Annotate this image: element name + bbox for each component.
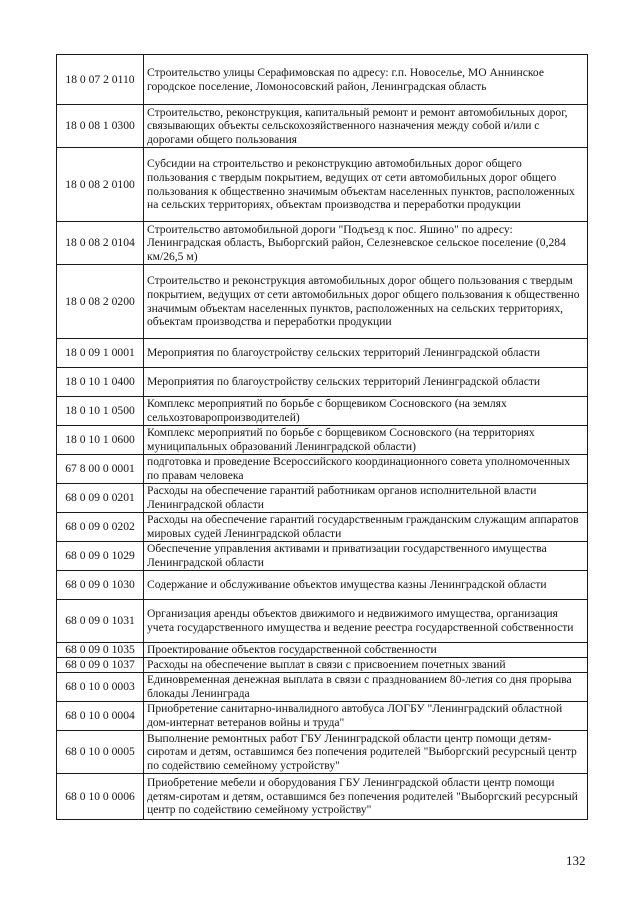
table-row xyxy=(57,643,588,658)
description-cell: Обеспечение управления активами и приватизации государственного имущества Ленинградской области xyxy=(144,542,588,571)
description-cell: Содержание и обслуживание объектов имущества казны Ленинградской области xyxy=(144,571,588,600)
code-cell: 68 0 10 0 0005 xyxy=(57,731,144,774)
description-cell: Строительство автомобильной дороги "Подъезд к пос. Яшино" по адресу: Ленинградская область, Выборгский район, Селезневское сельское поселение (0,284 км/26,5 м) xyxy=(144,222,588,265)
table-row xyxy=(57,571,588,600)
code-cell: 68 0 09 0 1035 xyxy=(57,643,144,658)
code-cell: 18 0 07 2 0110 xyxy=(57,55,144,105)
description-cell: Мероприятия по благоустройству сельских территорий Ленинградской области xyxy=(144,339,588,368)
description-cell: Мероприятия по благоустройству сельских территорий Ленинградской области xyxy=(144,368,588,397)
description-cell: Единовременная денежная выплата в связи с празднованием 80-летия со дня прорыва блокады Ленинграда xyxy=(144,673,588,702)
code-cell: 18 0 08 2 0104 xyxy=(57,222,144,265)
code-cell: 18 0 10 1 0400 xyxy=(57,368,144,397)
table-row xyxy=(57,222,588,265)
table-row xyxy=(57,55,588,105)
description-cell: Расходы на обеспечение гарантий государственным гражданским служащим аппаратов мировых судей Ленинградской области xyxy=(144,513,588,542)
code-cell: 18 0 10 1 0600 xyxy=(57,426,144,455)
table-row xyxy=(57,774,588,820)
table-row xyxy=(57,702,588,731)
code-cell: 68 0 10 0 0006 xyxy=(57,774,144,820)
description-cell: Расходы на обеспечение гарантий работникам органов исполнительной власти Ленинградской области xyxy=(144,484,588,513)
code-cell: 67 8 00 0 0001 xyxy=(57,455,144,484)
table-row xyxy=(57,600,588,643)
description-cell: Комплекс мероприятий по борьбе с борщевиком Сосновского (на территориях муниципальных образований Ленинградской области) xyxy=(144,426,588,455)
description-cell: Строительство, реконструкция, капитальный ремонт и ремонт автомобильных дорог, связывающих объекты сельскохозяйственного назначения между собой и/или с дорогами общего пользования xyxy=(144,105,588,148)
table-row xyxy=(57,731,588,774)
budget-code-table xyxy=(56,54,588,820)
table-row xyxy=(57,484,588,513)
description-cell: Расходы на обеспечение выплат в связи с присвоением почетных званий xyxy=(144,658,588,673)
description-cell: Субсидии на строительство и реконструкцию автомобильных дорог общего пользования с твердым покрытием, ведущих от сети автомобильных дорог общего пользования к общественно значимым объектам населенных пунктов, расположенных на сельских территориях, объектам производства и переработки продукции xyxy=(144,148,588,222)
description-cell: подготовка и проведение Всероссийского координационного совета уполномоченных по правам человека xyxy=(144,455,588,484)
table-row xyxy=(57,339,588,368)
page-number: 132 xyxy=(566,853,586,868)
description-cell: Строительство улицы Серафимовская по адресу: г.п. Новоселье, МО Аннинское городское поселение, Ломоносовский район, Ленинградская область xyxy=(144,55,588,105)
code-cell: 68 0 10 0 0003 xyxy=(57,673,144,702)
code-cell: 18 0 09 1 0001 xyxy=(57,339,144,368)
table-row xyxy=(57,397,588,426)
table-row xyxy=(57,105,588,148)
description-cell: Приобретение мебели и оборудования ГБУ Ленинградской области центр помощи детям-сиротам и детям, оставшимся без попечения родителей "Выборгский ресурсный центр по содействию семейному устройству" xyxy=(144,774,588,820)
table-row xyxy=(57,673,588,702)
code-cell: 68 0 09 0 1037 xyxy=(57,658,144,673)
code-cell: 18 0 08 2 0100 xyxy=(57,148,144,222)
code-cell: 68 0 09 0 0201 xyxy=(57,484,144,513)
code-cell: 18 0 08 1 0300 xyxy=(57,105,144,148)
table-row xyxy=(57,265,588,339)
code-cell: 18 0 10 1 0500 xyxy=(57,397,144,426)
code-cell: 68 0 09 0 1030 xyxy=(57,571,144,600)
description-cell: Выполнение ремонтных работ ГБУ Ленинградской области центр помощи детям-сиротам и детям, оставшимся без попечения родителей "Выборгский ресурсный центр по содействию семейному устройству" xyxy=(144,731,588,774)
table-row xyxy=(57,368,588,397)
table-row xyxy=(57,426,588,455)
description-cell: Приобретение санитарно-инвалидного автобуса ЛОГБУ "Ленинградский областной дом-интернат ветеранов войны и труда" xyxy=(144,702,588,731)
description-cell: Организация аренды объектов движимого и недвижимого имущества, организация учета государственного имущества и ведение реестра государственной собственности xyxy=(144,600,588,643)
description-cell: Комплекс мероприятий по борьбе с борщевиком Сосновского (на землях сельхозтоваропроизводителей) xyxy=(144,397,588,426)
table-row xyxy=(57,513,588,542)
code-cell: 68 0 09 0 1029 xyxy=(57,542,144,571)
code-cell: 68 0 09 0 0202 xyxy=(57,513,144,542)
table-row xyxy=(57,148,588,222)
table-row xyxy=(57,658,588,673)
description-cell: Строительство и реконструкция автомобильных дорог общего пользования с твердым покрытием, ведущих от сети автомобильных дорог общего пользования к общественно значимым объектам населенных пунктов, расположенных на сельских территориях, объектам производства и переработки продукции xyxy=(144,265,588,339)
table-row xyxy=(57,542,588,571)
code-cell: 18 0 08 2 0200 xyxy=(57,265,144,339)
description-cell: Проектирование объектов государственной собственности xyxy=(144,643,588,658)
table-row xyxy=(57,455,588,484)
code-cell: 68 0 09 0 1031 xyxy=(57,600,144,643)
code-cell: 68 0 10 0 0004 xyxy=(57,702,144,731)
